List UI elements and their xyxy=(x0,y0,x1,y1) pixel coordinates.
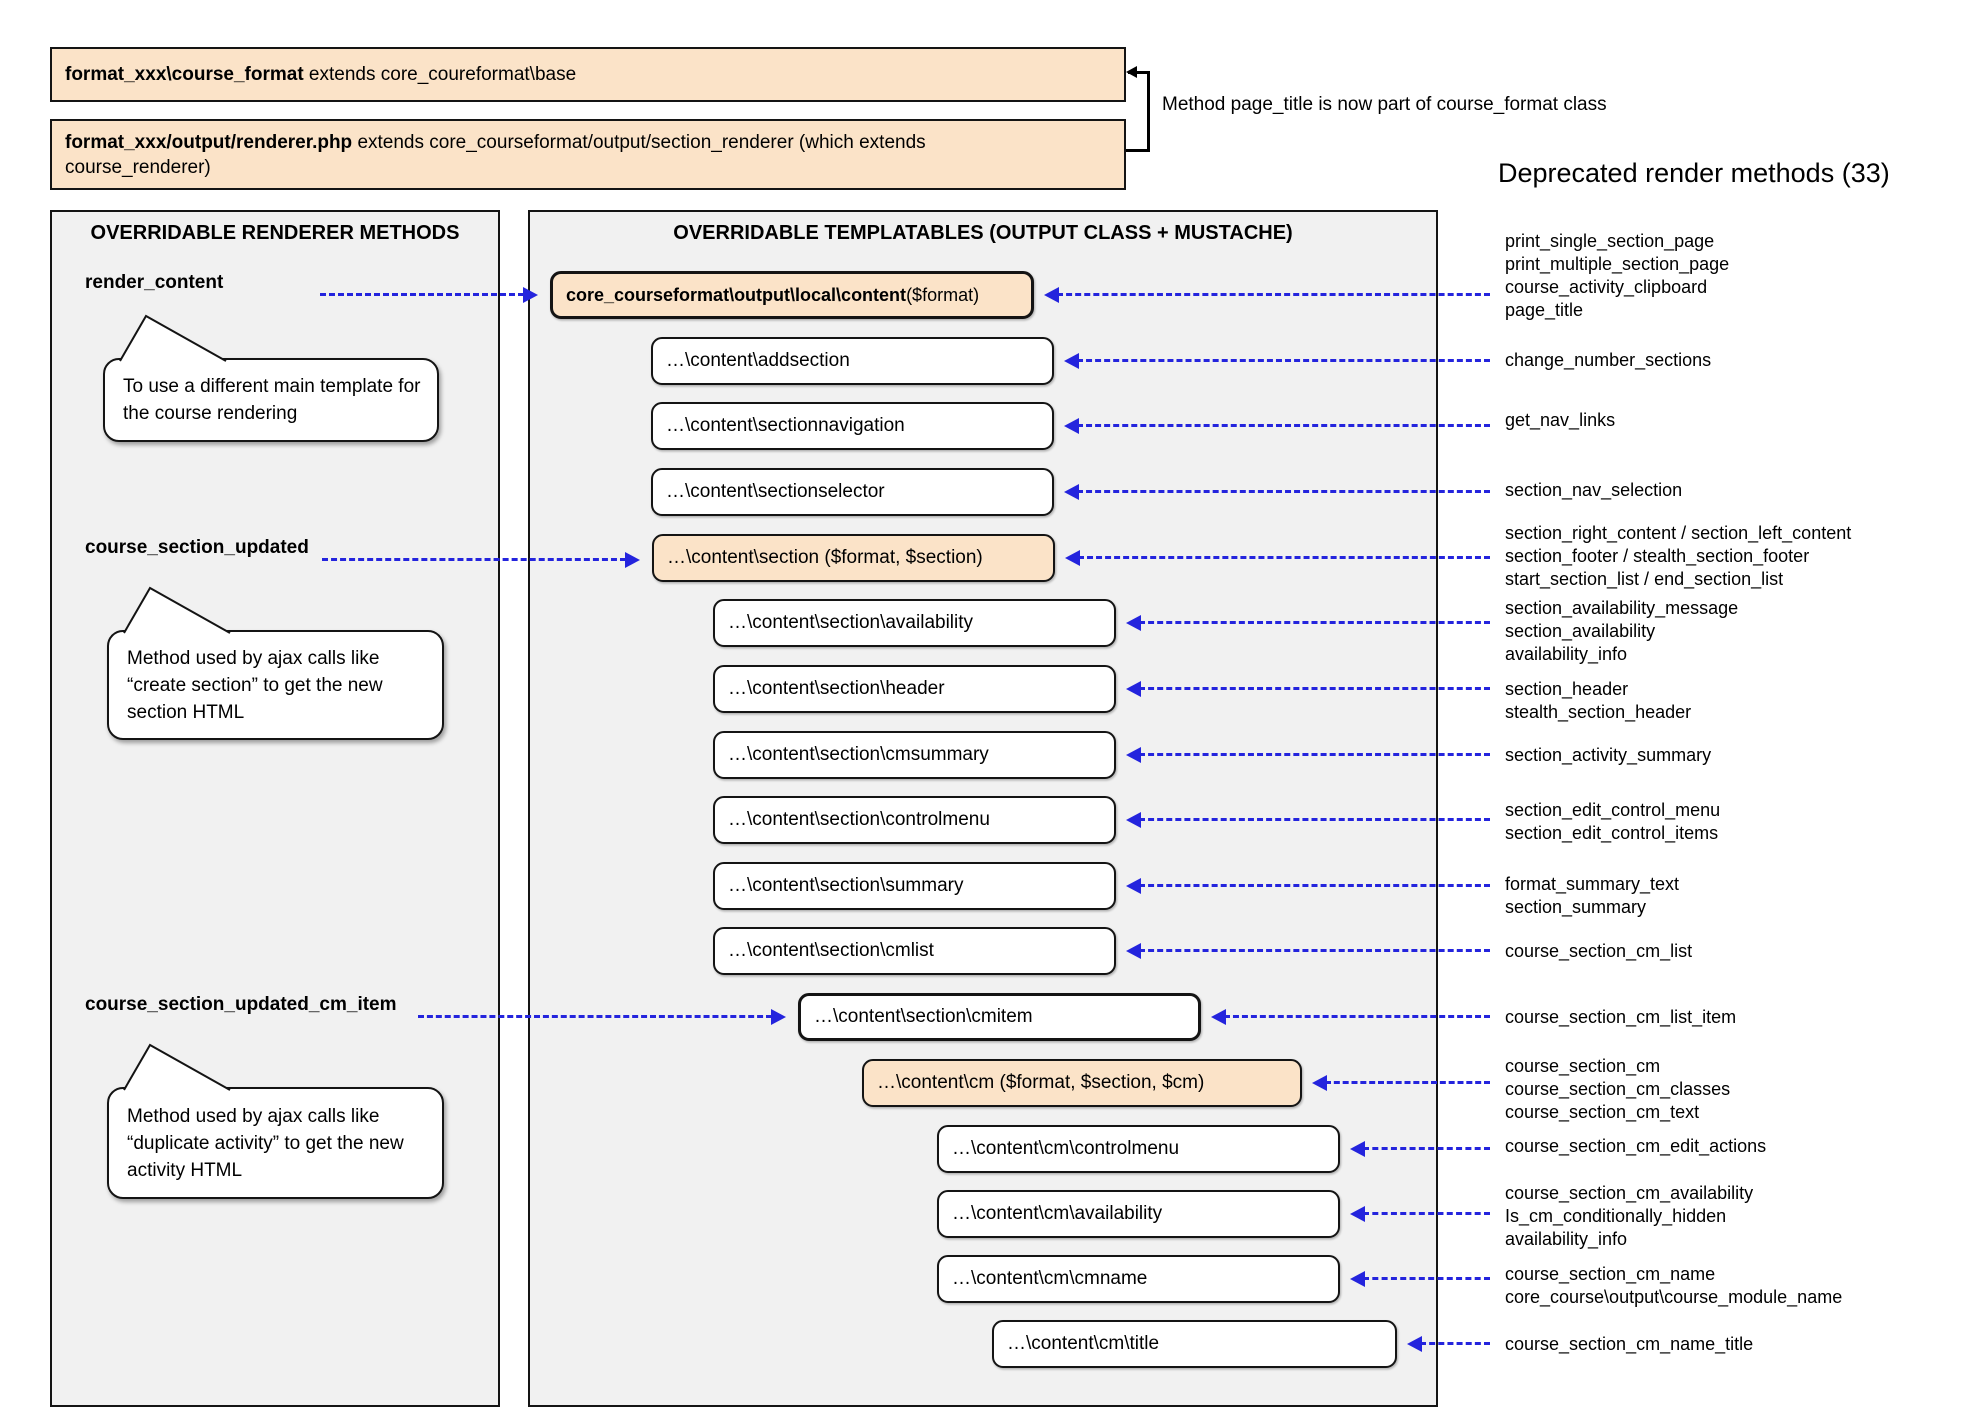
page-title-note: Method page_title is now part of course_format class xyxy=(1162,94,1607,115)
deprecated-dashed-arrow xyxy=(1325,1081,1490,1084)
templatable-box: …\content\cm\cmname xyxy=(937,1255,1340,1303)
deprecated-dashed-arrow xyxy=(1077,359,1490,362)
templatable-box: …\content\section ($format, $section) xyxy=(652,534,1055,582)
note-bubble-text: Method used by ajax calls like “create section” to get the new section HTML xyxy=(127,647,383,723)
method-dashed-arrow xyxy=(322,558,626,561)
templatables-panel-title: OVERRIDABLE TEMPLATABLES (OUTPUT CLASS + MUSTACHE) xyxy=(673,222,1293,244)
note-bubble-text: Method used by ajax calls like “duplicate activity” to get the new activity HTML xyxy=(127,1105,404,1181)
deprecated-method-item: course_section_cm_list_item xyxy=(1505,1007,1737,1027)
deprecated-dashed-arrow xyxy=(1139,753,1490,756)
deprecated-dashed-arrow xyxy=(1139,621,1490,624)
deprecated-method-item: page_title xyxy=(1505,300,1584,320)
deprecated-method-item: course_section_cm_edit_actions xyxy=(1505,1136,1767,1156)
deprecated-dashed-arrow xyxy=(1363,1277,1490,1280)
deprecated-method-item: section_activity_summary xyxy=(1505,745,1712,765)
deprecated-method-item: course_section_cm_availability xyxy=(1505,1183,1754,1203)
deprecated-dashed-arrow xyxy=(1139,949,1490,952)
deprecated-method-item: course_section_cm_text xyxy=(1505,1102,1700,1122)
note-bubble xyxy=(103,358,439,442)
deprecated-method-item: section_availability_message xyxy=(1505,598,1739,618)
method-label: course_section_updated xyxy=(85,537,309,558)
note-bubble-tail xyxy=(106,314,236,362)
deprecated-dashed-arrow xyxy=(1077,490,1490,493)
class-extends-box-1 xyxy=(50,47,1126,102)
deprecated-title: Deprecated render methods (33) xyxy=(1498,158,1890,188)
templatable-box: …\content\section\cmsummary xyxy=(713,731,1116,779)
bracket-arrowhead-icon xyxy=(1126,66,1137,78)
deprecated-method-item: change_number_sections xyxy=(1505,350,1712,370)
method-label: course_section_updated_cm_item xyxy=(85,994,397,1015)
deprecated-method-item: stealth_section_header xyxy=(1505,702,1692,722)
deprecated-dashed-arrow xyxy=(1363,1212,1490,1215)
class-extends-box-1-text: format_xxx\course_format extends core_coureformat\base xyxy=(65,64,577,85)
deprecated-method-item: section_header xyxy=(1505,679,1629,699)
note-bubble-text: To use a different main template for the course rendering xyxy=(123,376,421,424)
dashed-arrowhead-right-icon xyxy=(625,552,640,568)
deprecated-method-item: availability_info xyxy=(1505,1229,1628,1249)
templatable-box: …\content\section\cmitem xyxy=(798,993,1201,1041)
deprecated-method-item: section_availability xyxy=(1505,621,1656,641)
bracket-bottom-stub xyxy=(1126,149,1149,152)
method-dashed-arrow xyxy=(418,1015,772,1018)
templatable-box: …\content\cm\controlmenu xyxy=(937,1125,1340,1173)
deprecated-method-item: section_footer / stealth_section_footer xyxy=(1505,546,1810,566)
templatable-box: …\content\sectionnavigation xyxy=(651,402,1054,450)
templatable-box: …\content\cm\availability xyxy=(937,1190,1340,1238)
deprecated-method-item: section_edit_control_menu xyxy=(1505,800,1721,820)
deprecated-dashed-arrow xyxy=(1363,1147,1490,1150)
deprecated-method-item: core_course\output\course_module_name xyxy=(1505,1287,1843,1307)
deprecated-method-item: course_section_cm_classes xyxy=(1505,1079,1731,1099)
templatable-box: core_courseformat\output\local\content ($format) xyxy=(550,271,1034,319)
class-extends-box-2 xyxy=(50,119,1126,190)
method-label: render_content xyxy=(85,272,224,293)
deprecated-dashed-arrow xyxy=(1077,424,1490,427)
deprecated-method-item: Is_cm_conditionally_hidden xyxy=(1505,1206,1727,1226)
deprecated-method-item: print_multiple_section_page xyxy=(1505,254,1730,274)
templatable-box: …\content\section\controlmenu xyxy=(713,796,1116,844)
deprecated-dashed-arrow xyxy=(1139,687,1490,690)
templatable-box: …\content\cm ($format, $section, $cm) xyxy=(862,1059,1302,1107)
deprecated-method-item: course_activity_clipboard xyxy=(1505,277,1708,297)
deprecated-dashed-arrow xyxy=(1139,884,1490,887)
deprecated-method-item: course_section_cm_name_title xyxy=(1505,1334,1754,1354)
deprecated-method-item: course_section_cm_name xyxy=(1505,1264,1716,1284)
deprecated-method-item: start_section_list / end_section_list xyxy=(1505,569,1784,589)
deprecated-method-item: course_section_cm xyxy=(1505,1056,1661,1076)
deprecated-dashed-arrow xyxy=(1224,1015,1490,1018)
templatable-box: …\content\addsection xyxy=(651,337,1054,385)
deprecated-method-item: section_right_content / section_left_content xyxy=(1505,523,1852,543)
deprecated-dashed-arrow xyxy=(1057,293,1490,296)
note-bubble-tail xyxy=(110,586,240,634)
dashed-arrowhead-right-icon xyxy=(523,287,538,303)
note-bubble xyxy=(107,1087,444,1199)
templatable-box: …\content\section\header xyxy=(713,665,1116,713)
deprecated-method-item: section_nav_selection xyxy=(1505,480,1683,500)
method-dashed-arrow xyxy=(320,293,524,296)
deprecated-method-item: section_edit_control_items xyxy=(1505,823,1719,843)
deprecated-dashed-arrow xyxy=(1139,818,1490,821)
deprecated-method-item: format_summary_text xyxy=(1505,874,1680,894)
deprecated-dashed-arrow xyxy=(1078,556,1490,559)
templatable-box: …\content\cm\title xyxy=(992,1320,1397,1368)
deprecated-method-item: print_single_section_page xyxy=(1505,231,1715,251)
class-extends-box-2-text: format_xxx/output/renderer.php extends core_courseformat/output/section_renderer (which extends course_renderer) xyxy=(65,131,926,178)
bracket-vertical-line xyxy=(1147,71,1150,152)
deprecated-method-item: get_nav_links xyxy=(1505,410,1616,430)
templatable-box: …\content\section\cmlist xyxy=(713,927,1116,975)
deprecated-dashed-arrow xyxy=(1420,1342,1490,1345)
deprecated-method-item: course_section_cm_list xyxy=(1505,941,1693,961)
dashed-arrowhead-right-icon xyxy=(771,1009,786,1025)
deprecated-method-item: section_summary xyxy=(1505,897,1647,917)
templatable-box: …\content\section\summary xyxy=(713,862,1116,910)
note-bubble-tail xyxy=(110,1043,240,1091)
templatable-box: …\content\section\availability xyxy=(713,599,1116,647)
templatable-box: …\content\sectionselector xyxy=(651,468,1054,516)
deprecated-method-item: availability_info xyxy=(1505,644,1628,664)
renderer-methods-panel-title: OVERRIDABLE RENDERER METHODS xyxy=(90,222,460,244)
note-bubble xyxy=(107,630,444,740)
